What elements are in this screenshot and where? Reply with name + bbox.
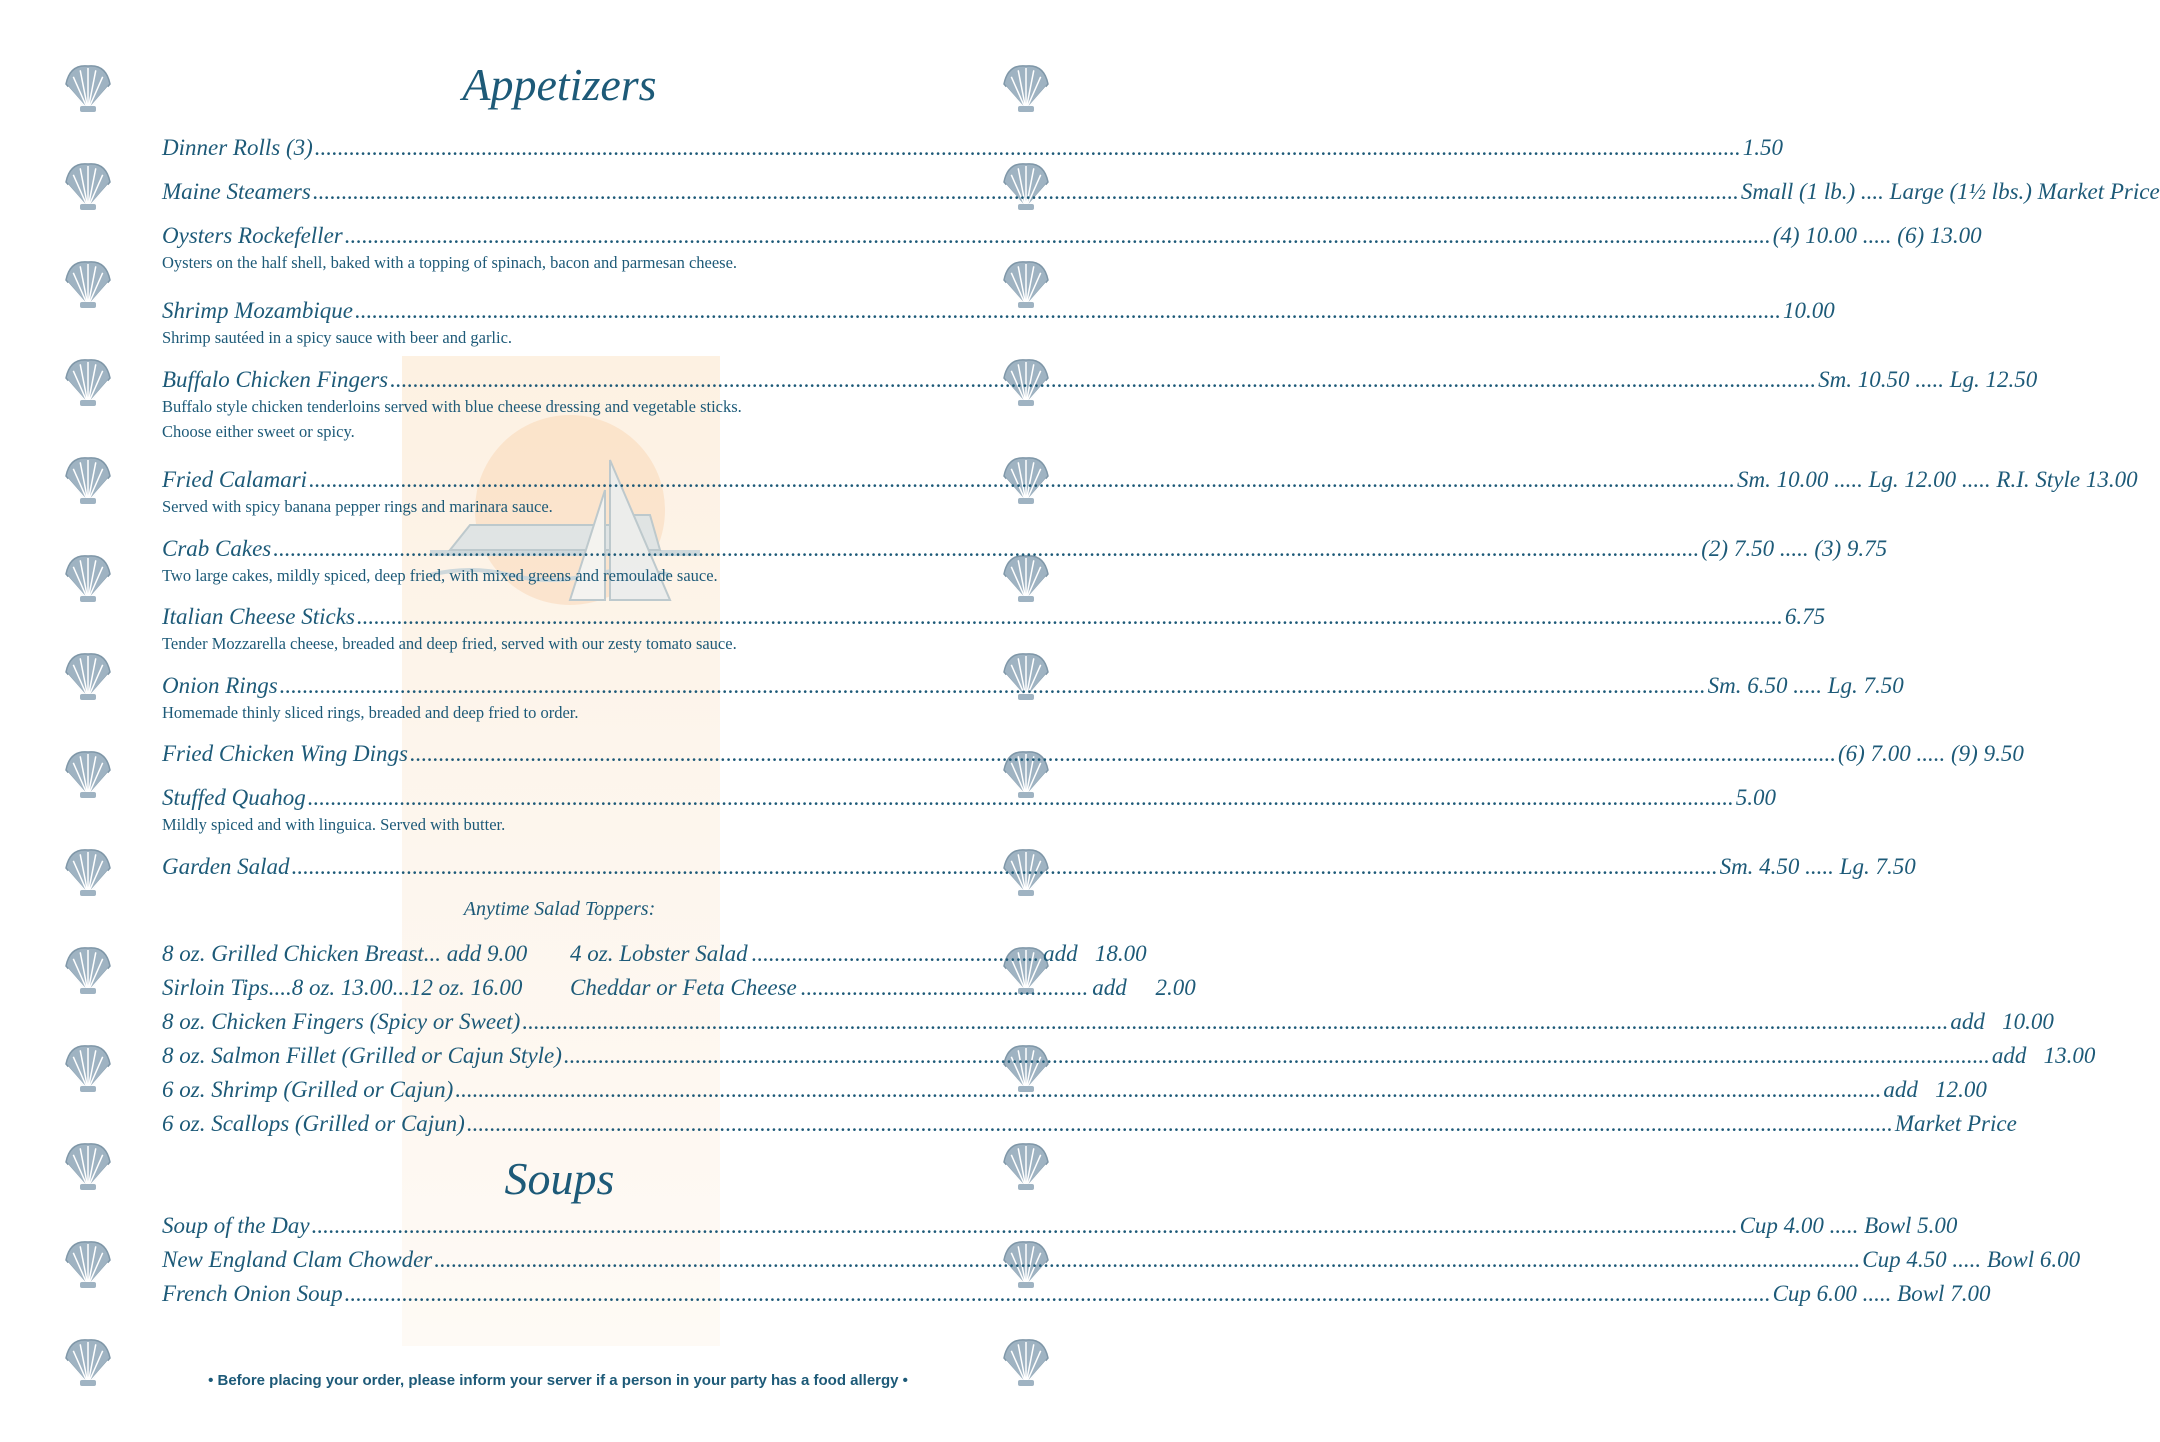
topper-name: 6 oz. Scallops (Grilled or Cajun) bbox=[162, 1111, 465, 1136]
scallop-shell-icon bbox=[60, 1042, 116, 1094]
dot-leader: .................................................. bbox=[800, 975, 1089, 1000]
topper-item bbox=[162, 1043, 2096, 1069]
scallop-shell-icon bbox=[60, 454, 116, 506]
dot-leader bbox=[390, 367, 1816, 393]
soup-name: Soup of the Day bbox=[162, 1213, 310, 1238]
soup-name: French Onion Soup bbox=[162, 1281, 343, 1306]
dot-leader bbox=[357, 604, 1783, 630]
appetizer-item bbox=[162, 298, 1835, 324]
topper-name: Sirloin Tips....8 oz. 13.00...12 oz. bbox=[162, 975, 465, 1000]
topper-price: 16.00 bbox=[470, 975, 523, 1000]
appetizer-item bbox=[162, 467, 2138, 493]
appetizer-item bbox=[162, 536, 1888, 562]
dot-leader bbox=[292, 854, 1718, 880]
dot-leader bbox=[312, 1213, 1738, 1239]
appetizer-price: Small (1 lb.) .... Large (1½ lbs.) Market Price bbox=[1740, 179, 2160, 204]
item-description: Served with spicy banana pepper rings and marinara sauce. bbox=[162, 497, 553, 516]
topper-price: add 13.00 bbox=[1991, 1043, 2096, 1068]
appetizer-price: Sm. 4.50 ..... Lg. 7.50 bbox=[1719, 854, 1916, 879]
appetizer-name: Buffalo Chicken Fingers bbox=[162, 367, 389, 392]
appetizer-item bbox=[162, 604, 1826, 630]
topper-name: 8 oz. Chicken Fingers (Spicy or Sweet) bbox=[162, 1009, 521, 1034]
dot-leader bbox=[455, 1077, 1881, 1103]
left-shell-border bbox=[60, 62, 116, 1434]
appetizer-name: Crab Cakes bbox=[162, 536, 272, 561]
topper-price: add 12.00 bbox=[1883, 1077, 1987, 1102]
dot-leader bbox=[273, 536, 1699, 562]
scallop-shell-icon bbox=[60, 846, 116, 898]
topper-name: 6 oz. Shrimp (Grilled or Cajun) bbox=[162, 1077, 454, 1102]
dot-leader bbox=[280, 673, 1706, 699]
dot-leader bbox=[355, 298, 1781, 324]
appetizer-price: Sm. 6.50 ..... Lg. 7.50 bbox=[1707, 673, 1904, 698]
appetizer-price: (6) 7.00 ..... (9) 9.50 bbox=[1837, 741, 2024, 766]
appetizer-name: Fried Chicken Wing Dings bbox=[162, 741, 408, 766]
allergy-notice: • Before placing your order, please inform your server if a person in your party has a food allergy • bbox=[208, 1372, 908, 1389]
appetizer-item bbox=[162, 741, 2024, 767]
appetizer-name: Maine Steamers bbox=[162, 179, 311, 204]
scallop-shell-icon bbox=[60, 356, 116, 408]
dot-leader bbox=[410, 741, 1836, 767]
scallop-shell-icon bbox=[998, 1140, 1054, 1192]
appetizer-name: Italian Cheese Sticks bbox=[162, 604, 355, 629]
topper-item bbox=[162, 1111, 2017, 1137]
topper-price: add 9.00 bbox=[446, 941, 528, 966]
scallop-shell-icon bbox=[60, 650, 116, 702]
dot-leader bbox=[522, 1009, 1948, 1035]
item-description: Buffalo style chicken tenderloins served with blue cheese dressing and vegetable sticks. bbox=[162, 397, 742, 416]
item-description: Oysters on the half shell, baked with a topping of spinach, bacon and parmesan cheese. bbox=[162, 253, 738, 272]
item-description: Mildly spiced and with linguica. Served with butter. bbox=[162, 815, 506, 834]
topper-item bbox=[162, 1009, 2054, 1035]
scallop-shell-icon bbox=[998, 62, 1054, 114]
scallop-shell-icon bbox=[60, 944, 116, 996]
appetizer-name: Shrimp Mozambique bbox=[162, 298, 354, 323]
scallop-shell-icon bbox=[60, 258, 116, 310]
scallop-shell-icon bbox=[60, 160, 116, 212]
dot-leader bbox=[308, 785, 1734, 811]
scallop-shell-icon bbox=[60, 1140, 116, 1192]
appetizer-price: Sm. 10.50 ..... Lg. 12.50 bbox=[1818, 367, 2038, 392]
soups-heading: Soups bbox=[504, 1153, 615, 1204]
dot-leader bbox=[345, 223, 1771, 249]
item-description: Tender Mozzarella cheese, breaded and deep fried, served with our zesty tomato sauce. bbox=[162, 634, 737, 653]
dot-leader bbox=[315, 135, 1741, 161]
appetizer-price: 5.00 bbox=[1735, 785, 1776, 810]
soup-item bbox=[162, 1281, 1991, 1307]
dot-leader bbox=[309, 467, 1735, 493]
appetizer-item bbox=[162, 223, 1982, 249]
appetizer-name: Oysters Rockefeller bbox=[162, 223, 343, 248]
scallop-shell-icon bbox=[60, 748, 116, 800]
appetizer-item bbox=[162, 179, 2160, 205]
soup-price: Cup 4.50 ..... Bowl 6.00 bbox=[1862, 1247, 2081, 1272]
dot-leader bbox=[434, 1247, 1860, 1273]
appetizer-price: 10.00 bbox=[1783, 298, 1835, 323]
appetizer-item bbox=[162, 785, 1776, 811]
topper-price: add 2.00 bbox=[1092, 975, 1196, 1000]
topper-name: 4 oz. Lobster Salad bbox=[570, 941, 748, 966]
soup-item bbox=[162, 1247, 2081, 1273]
appetizer-name: Onion Rings bbox=[162, 673, 278, 698]
appetizer-price: 1.50 bbox=[1742, 135, 1784, 160]
scallop-shell-icon bbox=[60, 62, 116, 114]
dot-leader bbox=[345, 1281, 1771, 1307]
appetizers-heading: Appetizers bbox=[462, 59, 657, 110]
soup-name: New England Clam Chowder bbox=[162, 1247, 433, 1272]
dot-leader bbox=[564, 1043, 1990, 1069]
appetizer-name: Garden Salad bbox=[162, 854, 290, 879]
appetizer-price: 6.75 bbox=[1784, 604, 1826, 629]
appetizer-price: Sm. 10.00 ..... Lg. 12.00 ..... R.I. Style 13.00 bbox=[1737, 467, 2138, 492]
item-description: Shrimp sautéed in a spicy sauce with beer and garlic. bbox=[162, 328, 513, 347]
item-description: Choose either sweet or spicy. bbox=[162, 422, 355, 441]
soup-item bbox=[162, 1213, 1958, 1239]
appetizer-price: (2) 7.50 ..... (3) 9.75 bbox=[1701, 536, 1888, 561]
topper-price: Market Price bbox=[1894, 1111, 2017, 1136]
scallop-shell-icon bbox=[60, 1238, 116, 1290]
dot-leader bbox=[467, 1111, 1893, 1137]
appetizer-item bbox=[162, 135, 1784, 161]
topper-name: 8 oz. Salmon Fillet (Grilled or Cajun Style) bbox=[162, 1043, 562, 1068]
appetizer-item bbox=[162, 367, 2038, 393]
salad-toppers-heading: Anytime Salad Toppers: bbox=[463, 898, 656, 920]
topper-price: add 10.00 bbox=[1950, 1009, 2054, 1034]
topper-name: 8 oz. Grilled Chicken Breast... bbox=[162, 941, 441, 966]
appetizer-name: Fried Calamari bbox=[162, 467, 308, 492]
appetizer-name: Dinner Rolls (3) bbox=[162, 135, 313, 160]
appetizer-item bbox=[162, 673, 1904, 699]
topper-name: Cheddar or Feta Cheese bbox=[570, 975, 797, 1000]
soup-price: Cup 4.00 ..... Bowl 5.00 bbox=[1739, 1213, 1958, 1238]
item-description: Two large cakes, mildly spiced, deep fried, with mixed greens and remoulade sauce. bbox=[162, 566, 718, 585]
topper-price: add 18.00 bbox=[1043, 941, 1147, 966]
appetizer-name: Stuffed Quahog bbox=[162, 785, 306, 810]
scallop-shell-icon bbox=[60, 552, 116, 604]
appetizer-price: (4) 10.00 ..... (6) 13.00 bbox=[1772, 223, 1982, 248]
appetizer-item bbox=[162, 854, 1916, 880]
dot-leader bbox=[313, 179, 1739, 205]
soup-price: Cup 6.00 ..... Bowl 7.00 bbox=[1772, 1281, 1991, 1306]
dot-leader: .................................................. bbox=[751, 941, 1040, 966]
topper-item bbox=[162, 1077, 1987, 1103]
item-description: Homemade thinly sliced rings, breaded and deep fried to order. bbox=[162, 703, 579, 722]
